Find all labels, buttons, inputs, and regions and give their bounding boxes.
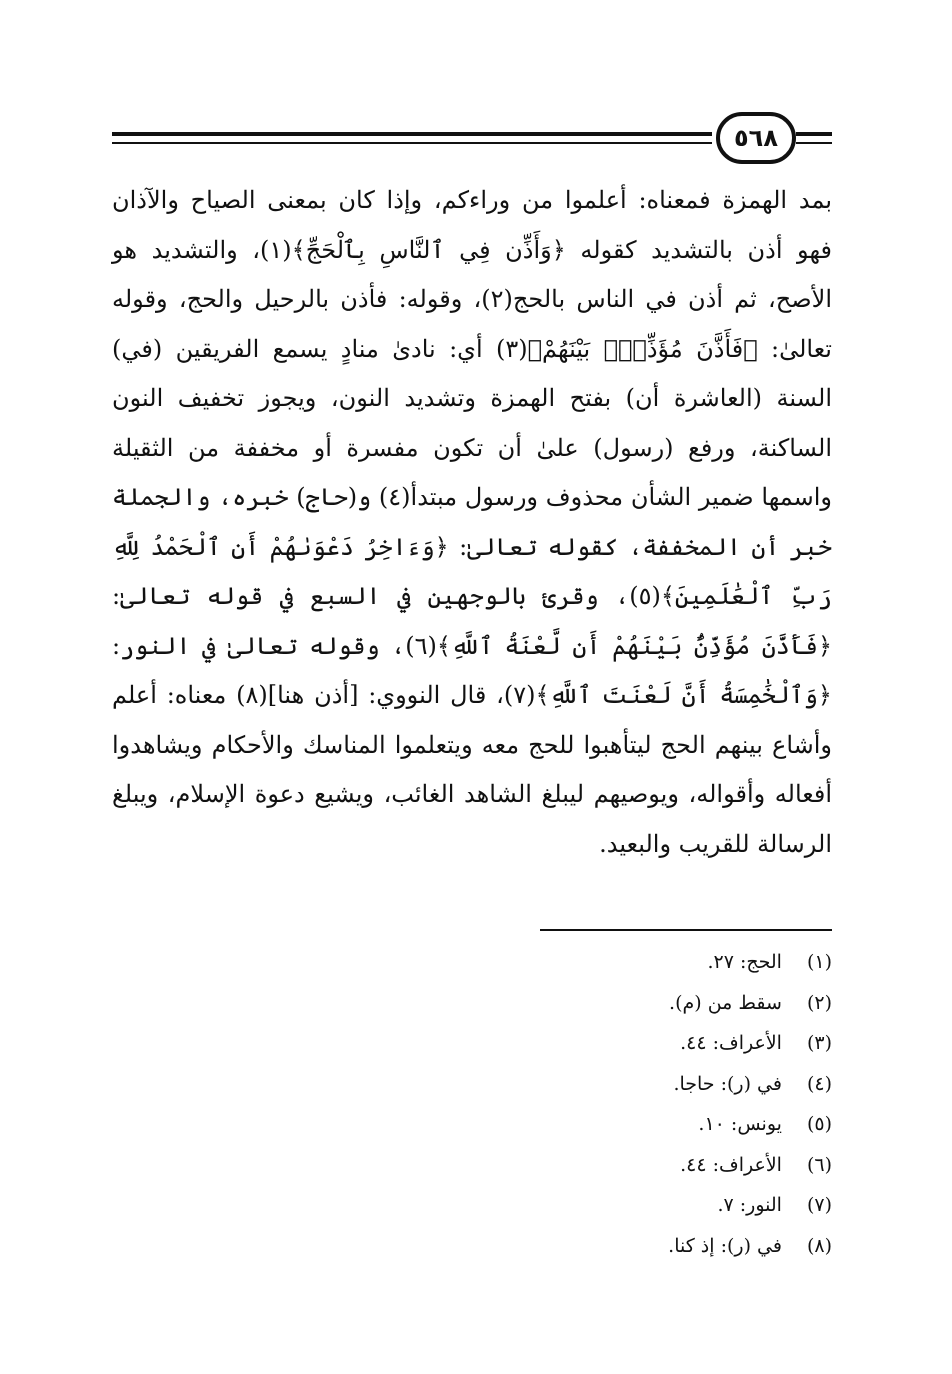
footnote-number: (٥): [806, 1113, 832, 1135]
main-text: [112, 176, 832, 869]
footnote-text: في (ر): حاجا.: [673, 1072, 782, 1095]
page-header: [112, 112, 832, 168]
footnote-item: [112, 942, 832, 983]
footnote-text: يونس: ١٠.: [698, 1113, 782, 1135]
footnote-item: [112, 983, 832, 1024]
footnote-number: (١): [806, 951, 832, 973]
header-rule-thick: [112, 132, 712, 136]
footnote-text: في (ر): إذ كنا.: [668, 1234, 782, 1257]
footnote-item: [112, 1226, 832, 1267]
footnote-item: [112, 1185, 832, 1226]
header-rule-right-thin: [796, 142, 832, 144]
footnote-item: [112, 1064, 832, 1105]
footnote-item: [112, 1145, 832, 1186]
header-rule-thin: [112, 142, 712, 144]
footnote-text: الحج: ٢٧.: [707, 951, 782, 973]
footnote-number: (٨): [806, 1234, 832, 1257]
header-rule-right-thick: [796, 132, 832, 136]
footnote-number: (٤): [806, 1072, 832, 1095]
footnote-number: (٢): [806, 991, 832, 1014]
footnote-item: [112, 1023, 832, 1064]
footnote-text: النور: ٧.: [717, 1194, 782, 1216]
footnote-text: سقط من (م).: [669, 991, 782, 1014]
page-number: ٥٦٨: [716, 112, 796, 164]
body-paragraph: بمد الهمزة فمعناه: أعلموا من وراءكم، وإذا كان بمعنى الصياح والآذان فهو أذن بالتشديد كقوله ﴿وَأَذِّن فِي ٱلنَّاسِ بِٱلْحَجِّ﴾(١)، والتشديد هو الأصح، ثم أذن في الناس بالحج(٢)، وقوله: فأذن بالرحيل والحج، وقوله تعالىٰ: ﴿فَأَذَّنَ مُؤَذِّنٌۢ بَيْنَهُمْ﴾(٣) أي: نادىٰ منادٍ يسمع الفريقين (في) السنة (العاشرة أن) بفتح الهمزة وتشديد النون، ويجوز تخفيف النون الساكنة، ورفع (رسول) علىٰ أن تكون مفسرة أو مخففة من الثقيلة واسمها ضمير الشأن محذوف ورسول مبتدأ(٤) و(حاج) خبره، والجملة خبر أن المخففة، كقوله تعالىٰ: ﴿وَءَاخِرُ دَعْوَىٰهُمْ أَنِ ٱلْحَمْدُ لِلَّهِ رَبِّ ٱلْعَٰلَمِينَ﴾(٥)، وقرئ بالوجهين في السبع في قوله تعالىٰ: ﴿فَأَذَّنَ مُؤَذِّنٌۢ بَيْنَهُمْ أَن لَّعْنَةُ ٱللَّهِ﴾(٦)، وقوله تعالىٰ في النور: ﴿وَٱلْخَٰمِسَةُ أَنَّ لَعْنَتَ ٱللَّهِ﴾(٧)، قال النووي: [أذن هنا](٨) معناه: أعلم وأشاع بينهم الحج ليتأهبوا للحج معه ويتعلموا المناسك والأحكام ويشاهدوا أفعاله وأقواله، ويوصيهم ليبلغ الشاهد الغائب، ويشيع دعوة الإسلام، ويبلغ الرسالة للقريب والبعيد.: [112, 186, 833, 858]
footnote-number: (٣): [806, 1032, 832, 1054]
footnote-number: (٦): [806, 1153, 832, 1176]
footnote-item: [112, 1104, 832, 1145]
footnote-divider: [540, 929, 832, 931]
footnote-text: الأعراف: ٤٤.: [680, 1032, 782, 1054]
footnote-text: الأعراف: ٤٤.: [680, 1153, 782, 1176]
footnote-number: (٧): [806, 1194, 832, 1216]
footnotes-list: [112, 942, 832, 1266]
